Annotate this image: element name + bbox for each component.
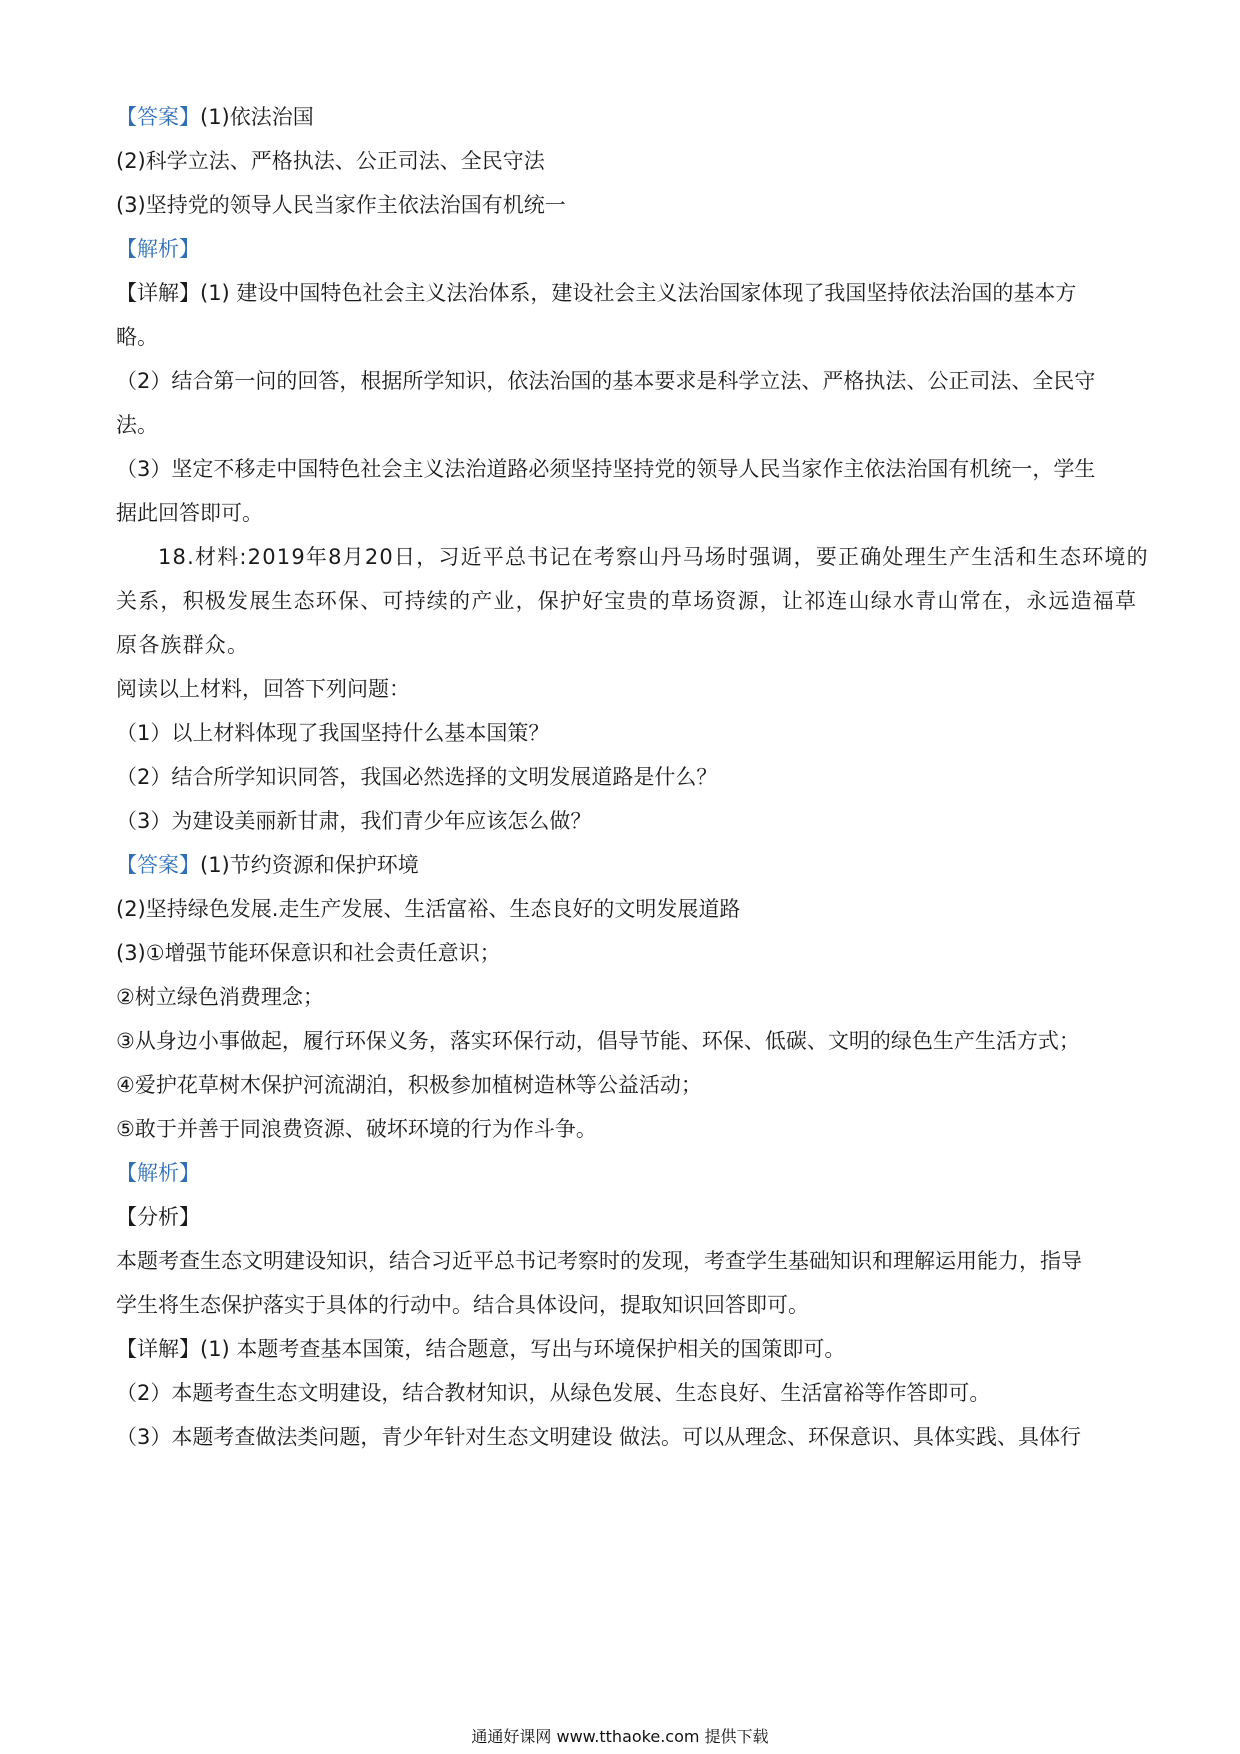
q18-detail-line-1: 【详解】(1) 本题考查基本国策，结合题意，写出与环境保护相关的国策即可。 [116, 1337, 846, 1361]
q18-material-line-1: 18.材料:2019年8月20日，习近平总书记在考察山丹马场时强调，要正确处理生产生活和生态环境的 [158, 545, 1149, 569]
q17-answer-line-3: (3)坚持党的领导人民当家作主依法治国有机统一 [116, 193, 566, 217]
q17-detail-line-2: 略。 [116, 325, 158, 349]
detail-tag: 【详解】 [116, 281, 200, 305]
q18-answer-line-4: ②树立绿色消费理念； [116, 985, 324, 1009]
q17-detail-line-6: 据此回答即可。 [116, 501, 263, 525]
q17-detail-line-1: 【详解】(1) 建设中国特色社会主义法治体系，建设社会主义法治国家体现了我国坚持依法治国的基本方 [116, 281, 1077, 305]
q18-question-3: （3）为建设美丽新甘肃，我们青少年应该怎么做？ [116, 809, 592, 833]
q18-fenxi-line-1: 本题考查生态文明建设知识，结合习近平总书记考察时的发现，考查学生基础知识和理解运用能力，指导 [116, 1249, 1082, 1273]
q18-detail-line-2: （2）本题考查生态文明建设，结合教材知识，从绿色发展、生态良好、生活富裕等作答即可。 [116, 1381, 991, 1405]
analysis-tag: 【解析】 [116, 237, 200, 261]
q18-answer-line-6: ④爱护花草树木保护河流湖泊，积极参加植树造林等公益活动； [116, 1073, 702, 1097]
detail-tag: 【详解】 [116, 1337, 200, 1361]
q18-answer-line-5: ③从身边小事做起，履行环保义务，落实环保行动，倡导节能、环保、低碳、文明的绿色生产生活方式； [116, 1029, 1080, 1053]
q18-answer-line-1: 【答案】(1)节约资源和保护环境 [116, 853, 419, 877]
footer-credit: 通通好课网 www.tthaoke.com 提供下载 [471, 1727, 769, 1746]
q17-detail-line-5: （3）坚定不移走中国特色社会主义法治道路必须坚持坚持党的领导人民当家作主依法治国有机统一，学生 [116, 457, 1096, 481]
q18-fenxi-line-2: 学生将生态保护落实于具体的行动中。结合具体设问，提取知识回答即可。 [116, 1293, 809, 1317]
q18-question-2: （2）结合所学知识同答，我国必然选择的文明发展道路是什么？ [116, 765, 718, 789]
q17-answer-line-2: (2)科学立法、严格执法、公正司法、全民守法 [116, 149, 545, 173]
q18-answer-line-7: ⑤敢于并善于同浪费资源、破坏环境的行为作斗争。 [116, 1117, 597, 1141]
analysis-tag: 【解析】 [116, 1161, 200, 1185]
q18-detail-line-3: （3）本题考查做法类问题，青少年针对生态文明建设 做法。可以从理念、环保意识、具体实践、具体行 [116, 1425, 1082, 1449]
q18-material-line-2: 关系，积极发展生态环保、可持续的产业，保护好宝贵的草场资源，让祁连山绿水青山常在，永远造福草 [116, 589, 1138, 613]
fenxi-tag: 【分析】 [116, 1205, 200, 1229]
q18-material-line-3: 原各族群众。 [116, 633, 250, 657]
q18-answer-line-3: (3)①增强节能环保意识和社会责任意识； [116, 941, 501, 965]
q17-answer-line-1: 【答案】(1)依法治国 [116, 105, 314, 129]
answer-tag: 【答案】 [116, 853, 200, 877]
q18-prompt: 阅读以上材料，回答下列问题： [116, 677, 410, 701]
q18-question-1: （1）以上材料体现了我国坚持什么基本国策？ [116, 721, 550, 745]
q17-detail-line-3: （2）结合第一问的回答，根据所学知识，依法治国的基本要求是科学立法、严格执法、公正司法、全民守 [116, 369, 1096, 393]
q18-answer-line-2: (2)坚持绿色发展.走生产发展、生活富裕、生态良好的文明发展道路 [116, 897, 741, 921]
q17-detail-line-4: 法。 [116, 413, 158, 437]
answer-tag: 【答案】 [116, 105, 200, 129]
